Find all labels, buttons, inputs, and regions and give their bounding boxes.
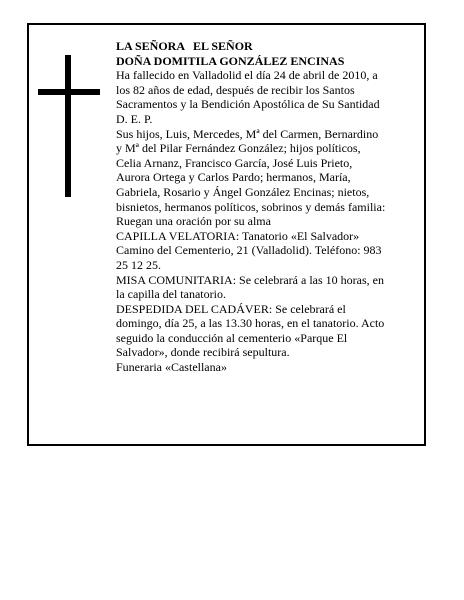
farewell-line: Salvador», donde recibirá sepultura. bbox=[116, 345, 290, 360]
chapel-line: CAPILLA VELATORIA: Tanatorio «El Salvador» bbox=[116, 228, 360, 243]
family-line: bisnietos, hermanos políticos, sobrinos y demás familia: bbox=[116, 199, 386, 214]
farewell-paragraph bbox=[116, 302, 421, 360]
family-line: Ruegan una oración por su alma bbox=[116, 214, 271, 229]
notice-heading bbox=[116, 39, 421, 54]
heading-female: LA SEÑORA bbox=[116, 39, 186, 53]
mass-paragraph bbox=[116, 273, 421, 302]
heading-male: EL SEÑOR bbox=[193, 39, 253, 53]
announcement-line: Sacramentos y la Bendición Apostólica de Su Santidad bbox=[116, 97, 380, 112]
family-line: y Mª del Pilar Fernández González; hijos políticos, bbox=[116, 141, 361, 156]
family-line: Sus hijos, Luis, Mercedes, Mª del Carmen, Bernardino bbox=[116, 126, 379, 141]
family-line: Gabriela, Rosario y Ángel González Encinas; nietos, bbox=[116, 184, 370, 199]
chapel-line: 25 12 25. bbox=[116, 257, 161, 272]
deceased-name: DOÑA DOMITILA GONZÁLEZ ENCINAS bbox=[116, 53, 345, 68]
cross-vertical-bar bbox=[65, 55, 71, 197]
family-line: Aurora Ortega y Carlos Pardo; hermanos, María, bbox=[116, 170, 351, 185]
chapel-paragraph bbox=[116, 229, 421, 273]
obituary-text bbox=[116, 39, 421, 375]
announcement-paragraph bbox=[116, 68, 421, 126]
announcement-line: los 82 años de edad, después de recibir los Santos bbox=[116, 82, 355, 97]
family-paragraph bbox=[116, 127, 421, 229]
mass-line: MISA COMUNITARIA: Se celebrará a las 10 horas, en bbox=[116, 272, 384, 287]
mass-line: la capilla del tanatorio. bbox=[116, 287, 226, 302]
cross-horizontal-bar bbox=[38, 89, 100, 95]
latin-cross-icon bbox=[38, 55, 100, 197]
farewell-line: seguido la conducción al cementerio «Parque El bbox=[116, 330, 348, 345]
announcement-line: D. E. P. bbox=[116, 111, 153, 126]
farewell-line: domingo, día 25, a las 13.30 horas, en el tanatorio. Acto bbox=[116, 316, 385, 331]
funeral-home: Funeraria «Castellana» bbox=[116, 360, 227, 375]
family-line: Celia Arnanz, Francisco García, José Luis Prieto, bbox=[116, 155, 353, 170]
chapel-line: Camino del Cementerio, 21 (Valladolid). Teléfono: 983 bbox=[116, 243, 382, 258]
announcement-line: Ha fallecido en Valladolid el día 24 de abril de 2010, a bbox=[116, 68, 378, 83]
farewell-line: DESPEDIDA DEL CADÁVER: Se celebrará el bbox=[116, 301, 346, 316]
